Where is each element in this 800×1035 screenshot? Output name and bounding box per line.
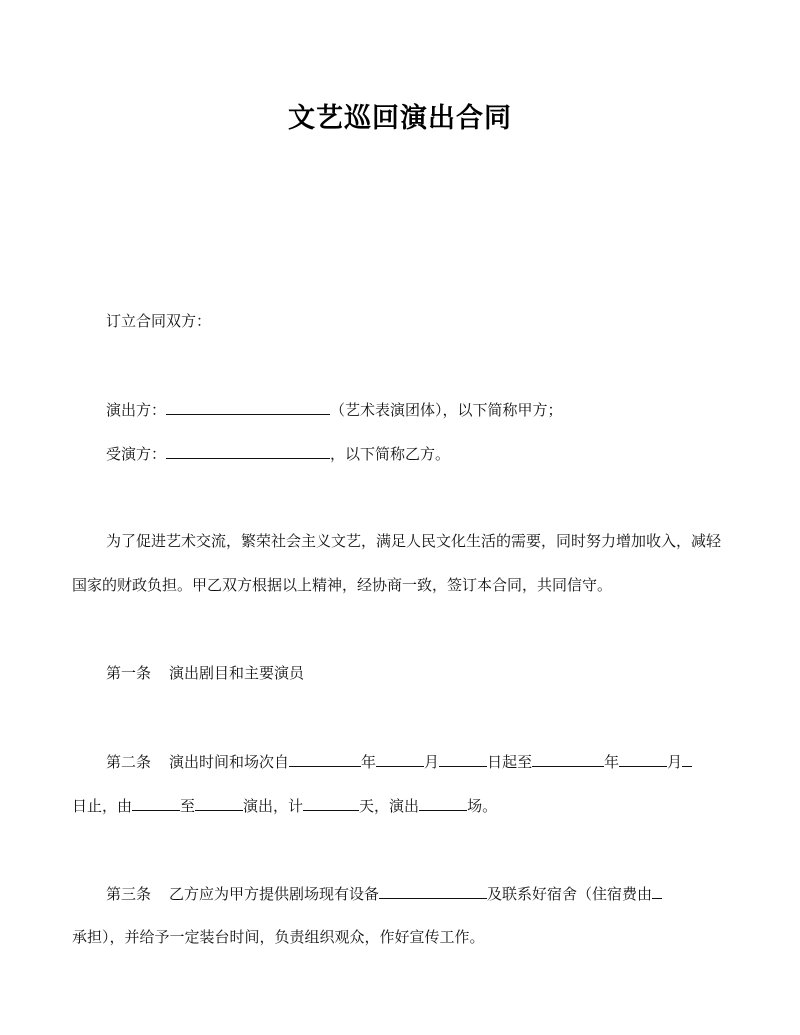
end-day-blank[interactable] <box>682 751 692 767</box>
party-b-blank[interactable] <box>166 443 330 459</box>
fee-payer-blank[interactable] <box>652 883 662 899</box>
intro-line <box>106 311 211 331</box>
article-2-cont-day: 日止，由 <box>72 797 133 815</box>
end-month-blank[interactable] <box>619 751 667 767</box>
to-place-blank[interactable] <box>195 795 243 811</box>
document-title: 文艺巡回演出合同 <box>288 103 512 134</box>
article-2-number: 第二条 <box>106 753 152 771</box>
preamble-text-1: 为了促进艺术交流，繁荣社会主义文艺，满足人民文化生活的需要，同时努力增加收入，减轻 <box>106 532 722 550</box>
party-a-line <box>106 399 563 420</box>
article-2-line-2 <box>72 795 497 816</box>
preamble-line-2 <box>72 575 612 595</box>
end-year-blank[interactable] <box>532 751 604 767</box>
party-b-suffix: ，以下简称乙方。 <box>330 445 451 463</box>
article-3-line-1 <box>106 883 662 904</box>
start-year-blank[interactable] <box>289 751 361 767</box>
party-b-line <box>106 443 450 464</box>
party-a-suffix: （艺术表演团体），以下简称甲方； <box>330 401 563 419</box>
from-place-blank[interactable] <box>132 795 180 811</box>
party-b-label: 受演方： <box>106 445 167 463</box>
article-1-text: 演出剧目和主要演员 <box>169 664 305 682</box>
year-label: 年 <box>361 753 377 771</box>
days-label: 天，演出 <box>359 797 420 815</box>
days-blank[interactable] <box>303 795 359 811</box>
shows-label: 场。 <box>467 797 498 815</box>
year2-label: 年 <box>604 753 620 771</box>
article-3-lead: 乙方应为甲方提供剧场现有设备 <box>169 885 380 903</box>
article-3-text-2: 承担），并给予一定装台时间，负责组织观众，作好宣传工作。 <box>72 928 485 946</box>
month2-label: 月 <box>667 753 683 771</box>
perform-label: 演出，计 <box>243 797 304 815</box>
equipment-blank[interactable] <box>379 883 487 899</box>
day-from-label: 日起至 <box>487 753 533 771</box>
start-month-blank[interactable] <box>376 751 424 767</box>
start-day-blank[interactable] <box>439 751 487 767</box>
to-label: 至 <box>180 797 196 815</box>
intro-text: 订立合同双方： <box>106 312 212 330</box>
article-2-lead: 演出时间和场次自 <box>169 753 290 771</box>
article-1-line <box>106 663 304 683</box>
preamble-text-2: 国家的财政负担。甲乙双方根据以上精神，经协商一致，签订本合同，共同信守。 <box>72 576 613 594</box>
shows-blank[interactable] <box>419 795 467 811</box>
party-a-blank[interactable] <box>166 399 330 415</box>
article-2-line-1 <box>106 751 692 772</box>
article-1-number: 第一条 <box>106 664 152 682</box>
article-3-line-2 <box>72 927 485 947</box>
month-label: 月 <box>424 753 440 771</box>
preamble-line-1 <box>106 531 721 551</box>
article-3-mid: 及联系好宿舍（住宿费由 <box>487 885 653 903</box>
article-3-number: 第三条 <box>106 885 152 903</box>
party-a-label: 演出方： <box>106 401 167 419</box>
